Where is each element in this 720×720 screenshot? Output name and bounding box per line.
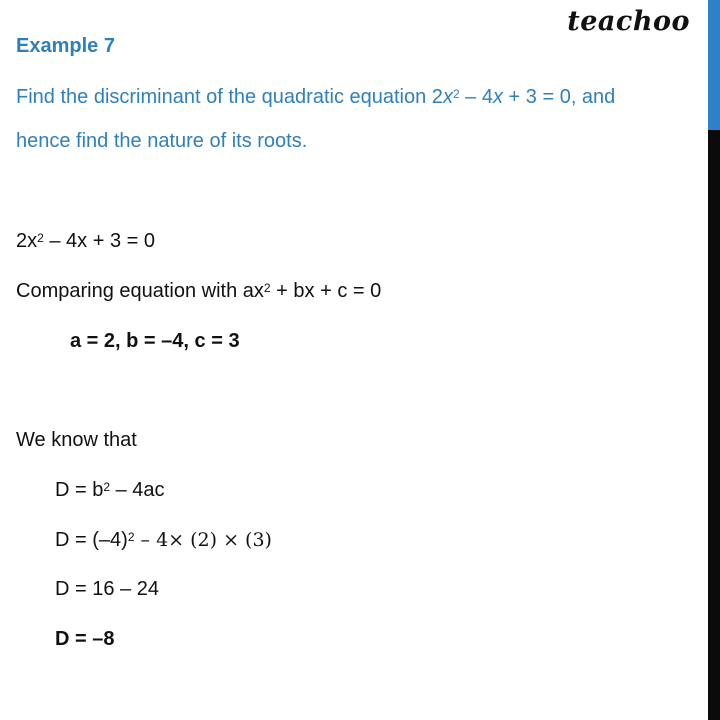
comparing-pre: Comparing equation with ax <box>16 280 264 302</box>
substitute-line <box>55 528 272 552</box>
comparing-line <box>16 279 381 303</box>
equation-pre: 2x <box>16 230 38 252</box>
question-var-x2: x <box>492 86 503 108</box>
question-text-a: Find the discriminant of the quadratic equation 2 <box>16 86 443 108</box>
substitute-exponent: 2 <box>127 530 135 544</box>
question-exponent: 2 <box>452 87 460 101</box>
formula-exponent: 2 <box>103 480 111 494</box>
formula-pre: D = b <box>55 479 104 501</box>
teachoo-logo: teachoo <box>567 6 690 37</box>
substitute-post: – 4× (2) × (3) <box>134 529 272 551</box>
side-bar-accent <box>708 0 720 130</box>
we-know-line: We know that <box>16 429 137 451</box>
comparing-exponent: 2 <box>263 281 271 295</box>
equation-post: – 4x + 3 = 0 <box>43 230 156 252</box>
comparing-post: + bx + c = 0 <box>270 280 382 302</box>
result-line: D = –8 <box>55 628 115 650</box>
equation-exponent: 2 <box>37 231 44 245</box>
question-var-x1: x <box>442 86 453 108</box>
formula-post: – 4ac <box>110 479 165 501</box>
substitute-pre: D = (–4) <box>55 529 128 551</box>
formula-line <box>55 478 165 502</box>
question-text-b: – 4 <box>459 86 493 108</box>
equation-line <box>16 229 155 253</box>
coefficients-line: a = 2, b = –4, c = 3 <box>70 330 240 352</box>
example-heading: Example 7 <box>16 35 115 57</box>
question-text-c: + 3 = 0, and <box>502 86 616 108</box>
question-line-1 <box>16 85 615 109</box>
step-line: D = 16 – 24 <box>55 578 159 600</box>
question-line-2: hence find the nature of its roots. <box>16 130 308 152</box>
